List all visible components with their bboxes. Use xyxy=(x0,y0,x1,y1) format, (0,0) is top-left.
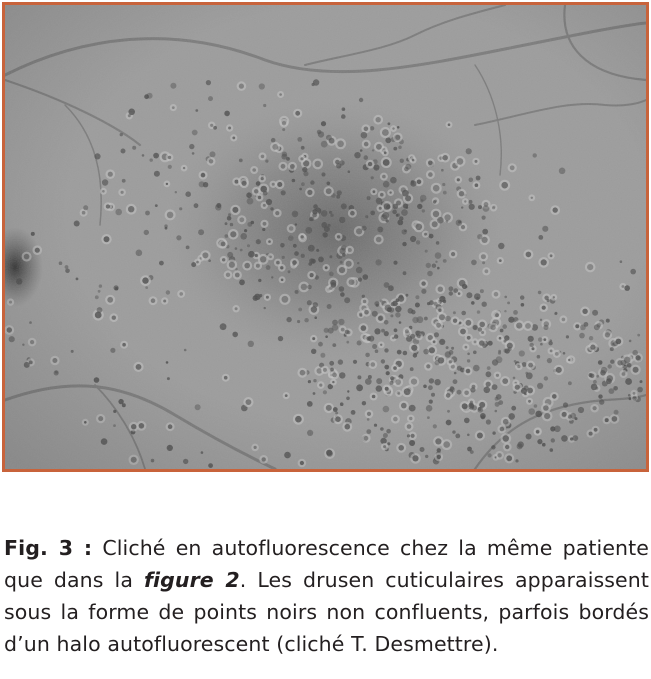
caption-figure-reference: figure 2 xyxy=(143,567,240,592)
caption-text-after-ref: . Les drusen cuticulaires apparaissent sous la forme de points noirs non confluents, parfois bordés d’un halo autofluorescent (cliché T. Desmettre). xyxy=(4,567,649,656)
fundus-image-canvas xyxy=(5,5,646,469)
image-vignette xyxy=(5,5,646,469)
figure-caption xyxy=(4,532,649,660)
fundus-autofluorescence-image xyxy=(2,2,649,472)
caption-text-before-ref: Cliché en autofluorescence chez la même patiente que dans la xyxy=(4,535,650,592)
caption-label: Fig. 3 : xyxy=(4,535,93,560)
